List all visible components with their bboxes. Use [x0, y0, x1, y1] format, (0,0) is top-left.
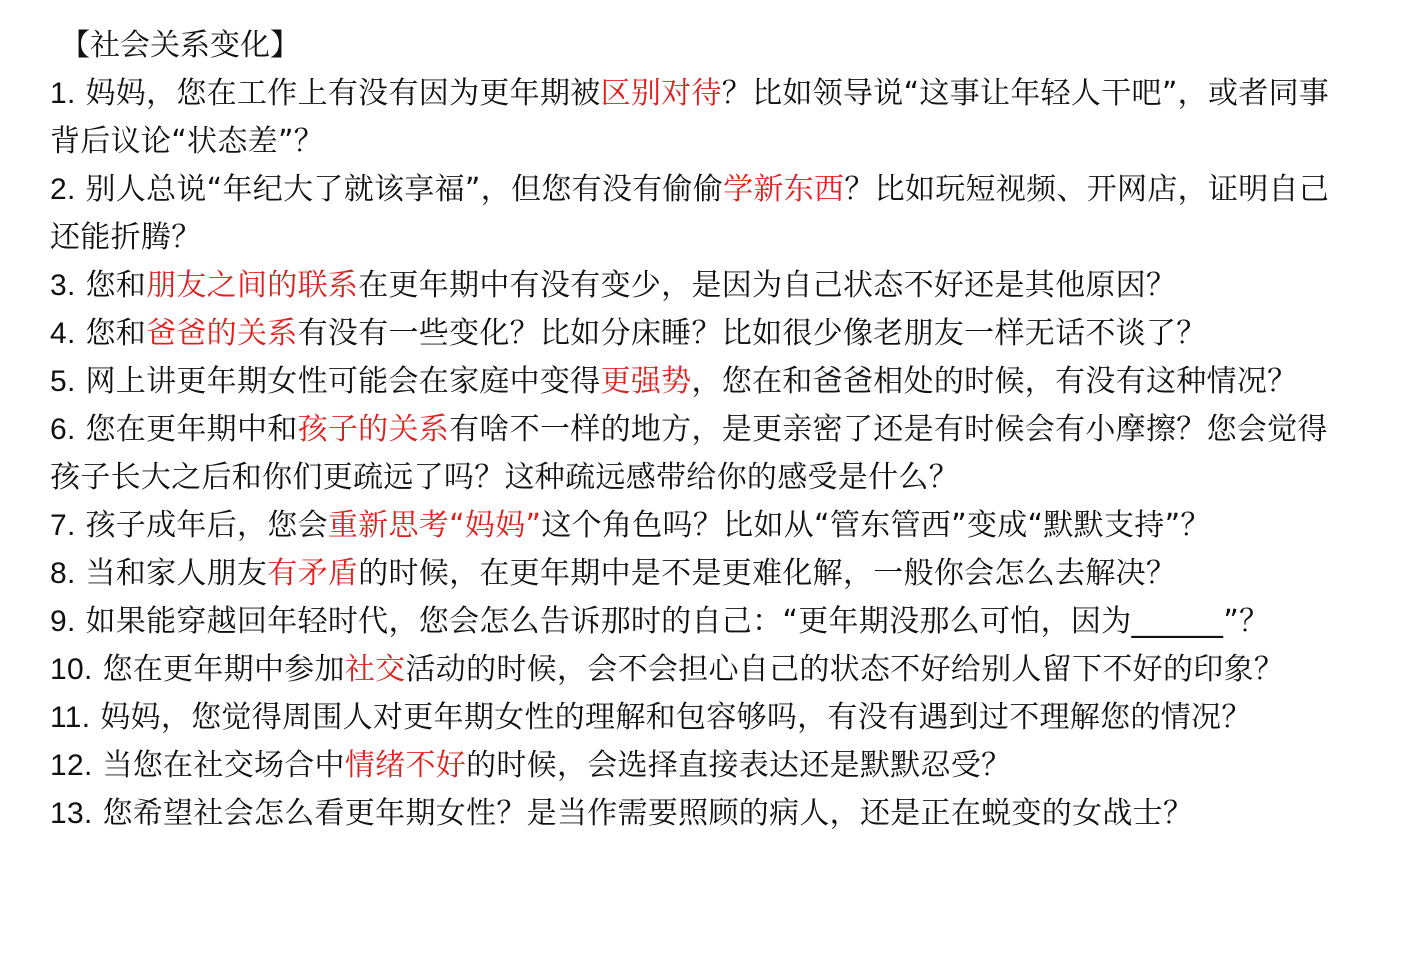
section-title: 【社会关系变化】 — [60, 28, 300, 63]
question-highlight: 学新东西 — [723, 172, 845, 207]
question-number: 9. — [50, 605, 76, 638]
question-item — [50, 406, 1350, 502]
question-number: 2. — [50, 173, 76, 206]
question-text: 的时候，会选择直接表达还是默默忍受？ — [466, 748, 1012, 783]
document-body — [50, 22, 1350, 838]
question-text: 有没有一些变化？比如分床睡？比如很少像老朋友一样无话不谈了？ — [297, 316, 1207, 351]
question-item — [50, 646, 1350, 694]
question-number: 3. — [50, 269, 76, 302]
question-item — [50, 742, 1350, 790]
question-highlight: 区别对待 — [600, 76, 722, 111]
question-highlight: 更强势 — [600, 364, 692, 399]
question-item — [50, 598, 1350, 646]
question-text: 有啥不一样的地方，是更亲密了还是有时候会有小摩擦？您会觉得孩子长大之后和你们更疏远了吗？这种疏远感带给你的感受是什么？ — [50, 412, 1328, 495]
question-highlight: 情绪不好 — [344, 748, 467, 783]
question-text: 这个角色吗？比如从“管东管西”变成“默默支持”？ — [541, 508, 1211, 543]
question-number: 5. — [50, 365, 76, 398]
question-item — [50, 166, 1350, 262]
question-item — [50, 70, 1350, 166]
question-text: 您和 — [85, 316, 147, 351]
question-text: ，您在和爸爸相处的时候，有没有这种情况？ — [691, 364, 1298, 399]
question-highlight: 爸爸的关系 — [146, 316, 298, 351]
question-number: 13. — [50, 797, 93, 830]
question-text: 您在更年期中参加 — [102, 652, 345, 687]
question-item — [50, 310, 1350, 358]
question-number: 8. — [50, 557, 76, 590]
question-number: 12. — [50, 749, 93, 782]
question-number: 7. — [50, 509, 76, 542]
question-highlight: 社交 — [344, 652, 406, 687]
question-item — [50, 790, 1350, 838]
question-text: 孩子成年后，您会 — [85, 508, 328, 543]
question-highlight: 朋友之间的联系 — [146, 268, 359, 303]
question-item — [50, 358, 1350, 406]
question-highlight: 重新思考“妈妈” — [327, 508, 542, 543]
question-text: ？比如领导说“这事让年轻人干吧”，或者同事背后议论“状态差”？ — [50, 76, 1330, 159]
question-text: 别人总说“年纪大了就该享福”，但您有没有偷偷 — [85, 172, 724, 207]
question-item — [50, 694, 1350, 742]
question-number: 6. — [50, 413, 76, 446]
question-text: 当您在社交场合中 — [102, 748, 345, 783]
question-text: 的时候，在更年期中是不是更难化解，一般你会怎么去解决？ — [358, 556, 1177, 591]
question-highlight: 有矛盾 — [267, 556, 359, 591]
question-item — [50, 502, 1350, 550]
question-number: 11. — [50, 701, 91, 734]
question-text: 如果能穿越回年轻时代，您会怎么告诉那时的自己：“更年期没那么可怕，因为______”？ — [85, 604, 1270, 639]
question-text: 在更年期中有没有变少，是因为自己状态不好还是其他原因？ — [358, 268, 1177, 303]
question-text: 当和家人朋友 — [85, 556, 268, 591]
question-text: 您在更年期中和 — [85, 412, 298, 447]
question-text: 活动的时候，会不会担心自己的状态不好给别人留下不好的印象？ — [405, 652, 1285, 687]
question-item — [50, 550, 1350, 598]
question-text: 妈妈，您觉得周围人对更年期女性的理解和包容够吗，有没有遇到过不理解您的情况？ — [100, 700, 1252, 735]
question-text: 网上讲更年期女性可能会在家庭中变得 — [85, 364, 601, 399]
question-text: ？比如玩短视频、开网店，证明自己还能折腾？ — [50, 172, 1330, 255]
question-item — [50, 262, 1350, 310]
question-number: 1. — [50, 77, 76, 110]
question-highlight: 孩子的关系 — [297, 412, 450, 447]
question-text: 您和 — [85, 268, 147, 303]
question-number: 4. — [50, 317, 76, 350]
question-text: 妈妈，您在工作上有没有因为更年期被 — [85, 76, 601, 111]
question-text: 您希望社会怎么看更年期女性？是当作需要照顾的病人，还是正在蜕变的女战士？ — [102, 796, 1194, 831]
question-number: 10. — [50, 653, 93, 686]
